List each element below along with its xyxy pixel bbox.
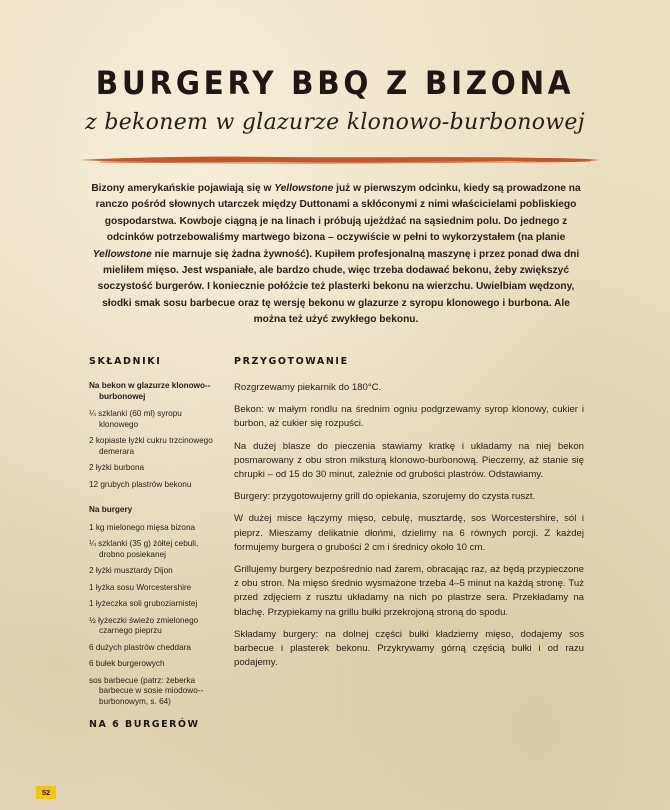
ingredients-column (89, 356, 219, 730)
ingredient-item: 6 dużych plastrów cheddara (89, 642, 191, 652)
intro-text-2: już w pierwszym odcinku, kiedy są prowadzone na ranczo pośród słownych utarczek między Duttonami a skłóconymi z nimi właścicielami pobliskiego gospodarstwa. Kowboje ciągną je na linach i próbują ujeżdżać na sąsiednim polu. Do jednego z odcinków potrzebowaliśmy martwego bizona – oczywiście w pełni to wykorzystałem (na planie (95, 183, 581, 244)
ingredient-item: ¼ szklanki (35 g) żółtej cebuli, drobno posiekanej (89, 539, 199, 559)
recipe-title: BURGERY BBQ Z BIZONA (95, 64, 575, 102)
intro-text-1: Bizony amerykańskie pojawiają się w (91, 183, 275, 194)
preparation-step: W dużej misce łączymy mięso, cebulę, musztardę, sos Worcestershire, sól i pieprz. Mieszamy delikatnie dłońmi, dzielimy na 6 równych porcji. Z każdej formujemy burgera o grubości 2 cm i średnicy około 10 cm. (234, 513, 584, 553)
intro-text-3: nie marnuje się żadna żywność). Kupiłem profesjonalną maszynę i przez ponad dwa dni mieliłem mięso. Jest wspaniałe, ale bardzo chude, więc trzeba dodawać bekonu, żeby zwiększyć soczystość burgerów. I koniecznie połóżcie też plasterki bekonu na wierzchu. Uwielbiam wędzony, słodki smak sosu barbecue oraz tę wersję bekonu w glazurze z syropu klonowego i burbona. Ale można też użyć zwykłego bekonu. (97, 248, 580, 326)
preparation-step: Grillujemy burgery bezpośrednio nad żarem, obracając raz, aż będą przypieczone z obu stron. Na mięso średnio wysmażone trzeba 4–5 minut na każdą stronę. Tuż przed zdjęciem z rusztu układamy na nich po plastrze sera. Przekładamy na blachę. Przypiekamy na grillu bułki przekrojoną stroną do spodu. (234, 564, 584, 618)
intro-paragraph (86, 181, 586, 329)
ingredient-item: 6 bułek burgerowych (89, 659, 165, 668)
ingredient-item: sos barbecue (patrz: żeberka barbecue w sosie miodowo--burbonowym, s. 64) (89, 675, 204, 706)
preparation-step: Bekon: w małym rondlu na średnim ogniu podgrzewamy syrop klonowy, cukier i burbon, aż cukier się rozpuści. (234, 404, 584, 430)
page-number: 52 (36, 786, 56, 799)
ingredient-item: 2 kopiaste łyżki cukru trzcinowego demerara (89, 436, 213, 456)
ingredient-item: ¼ szklanki (60 ml) syropu klonowego (89, 409, 182, 429)
ingredient-item: 1 łyżeczka soli gruboziarnistej (89, 599, 198, 608)
ingredient-spacer (89, 496, 219, 505)
recipe-subtitle: z bekonem w glazurze klonowo-burbonowej (85, 110, 585, 135)
preparation-heading: PRZYGOTOWANIE (234, 356, 349, 367)
ingredient-item: 1 kg mielonego mięsa bizona (89, 522, 196, 532)
ingredient-item: 2 łyżki burbona (89, 463, 145, 472)
ingredients-heading: SKŁADNIKI (89, 356, 162, 367)
ingredient-item: ½ łyżeczki świeżo zmielonego czarnego pieprzu (89, 615, 199, 635)
preparation-step: Na dużej blasze do pieczenia stawiamy kratkę i układamy na niej bekon posmarowany z obu stron miksturą klonowo-burbonową. Pieczemy, aż stanie się chrupki – od 15 do 30 minut, zależnie od grubości plastrów. Odstawiamy. (234, 440, 584, 481)
preparation-column (234, 356, 584, 678)
ingredient-group-title: Na bekon w glazurze klonowo--burbonowej (89, 381, 211, 401)
ingredient-group-title: Na burgery (89, 505, 133, 514)
preparation-step: Rozgrzewamy piekarnik do 180°C. (234, 382, 382, 393)
ingredient-item: 2 łyżki musztardy Dijon (89, 566, 173, 575)
brush-stroke-divider (80, 152, 600, 166)
preparation-step: Składamy burgery: na dolnej części bułki kładziemy mięso, dodajemy sos barbecue i plasterek bekonu. Przykrywamy górną częścią bułki i od razu podajemy. (234, 628, 584, 669)
ingredient-item: 12 grubych plastrów bekonu (89, 479, 192, 489)
intro-show-title-2: Yellowstone (92, 248, 152, 260)
ingredient-item: 1 łyżka sosu Worcestershire (89, 582, 192, 592)
preparation-step: Burgery: przygotowujemy grill do opiekania, szorujemy do czysta ruszt. (234, 491, 536, 503)
servings-label: NA 6 BURGERÓW (89, 719, 200, 730)
intro-show-title-1: Yellowstone (274, 183, 334, 194)
